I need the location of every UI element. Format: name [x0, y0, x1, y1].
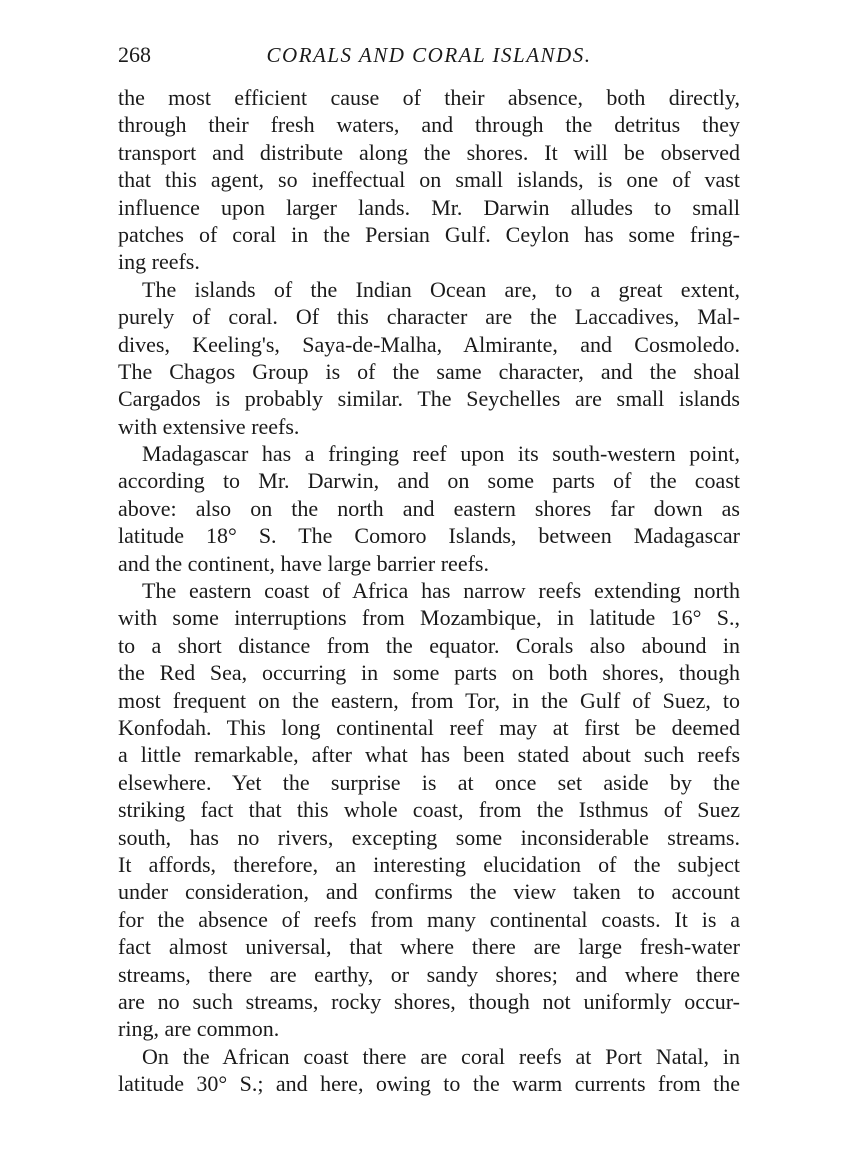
text-line: are no such streams, rocky shores, though not uniformly occur-	[118, 988, 740, 1014]
text-line: Konfodah. This long continental reef may at first be deemed	[118, 714, 740, 740]
text-line: through their fresh waters, and through the detritus they	[118, 112, 740, 138]
text-line: transport and distribute along the shores. It will be observed	[118, 139, 740, 165]
text-line: The Chagos Group is of the same character, and the shoal	[118, 358, 740, 384]
text-line: Madagascar has a fringing reef upon its south-western point,	[142, 441, 740, 467]
text-line: fact almost universal, that where there are large fresh-water	[118, 934, 740, 960]
text-line: south, has no rivers, excepting some inconsiderable streams.	[118, 824, 740, 850]
text-line: elsewhere. Yet the surprise is at once set aside by the	[118, 769, 740, 795]
text-line: according to Mr. Darwin, and on some parts of the coast	[118, 468, 740, 494]
text-line: to a short distance from the equator. Corals also abound in	[118, 632, 740, 658]
text-line: latitude 18° S. The Comoro Islands, between Madagascar	[118, 523, 740, 549]
text-line: ing reefs.	[118, 249, 200, 275]
text-line: influence upon larger lands. Mr. Darwin alludes to small	[118, 194, 740, 220]
text-line: It affords, therefore, an interesting elucidation of the subject	[118, 851, 740, 877]
text-line: and the continent, have large barrier reefs.	[118, 550, 489, 576]
text-line: The eastern coast of Africa has narrow reefs extending north	[142, 578, 740, 604]
text-line: latitude 30° S.; and here, owing to the warm currents from the	[118, 1071, 740, 1097]
text-line: with some interruptions from Mozambique, in latitude 16° S.,	[118, 605, 740, 631]
text-line: patches of coral in the Persian Gulf. Ceylon has some fring-	[118, 221, 740, 247]
text-line: ring, are common.	[118, 1016, 280, 1042]
text-line: The islands of the Indian Ocean are, to a great extent,	[142, 276, 740, 302]
body-text	[118, 84, 740, 1097]
text-line: the most efficient cause of their absence, both directly,	[118, 85, 740, 110]
text-line: most frequent on the eastern, from Tor, in the Gulf of Suez, to	[118, 687, 740, 713]
text-line: for the absence of reefs from many continental coasts. It is a	[118, 906, 740, 932]
text-line: under consideration, and confirms the view taken to account	[118, 879, 740, 905]
text-line: the Red Sea, occurring in some parts on both shores, though	[118, 660, 740, 686]
page-header	[118, 40, 740, 74]
text-line: with extensive reefs.	[118, 413, 300, 439]
text-line: Cargados is probably similar. The Seychelles are small islands	[118, 386, 740, 412]
text-line: dives, Keeling's, Saya-de-Malha, Almirante, and Cosmoledo.	[118, 331, 740, 357]
running-title: CORALS AND CORAL ISLANDS.	[266, 43, 592, 67]
text-line: a little remarkable, after what has been stated about such reefs	[118, 742, 740, 768]
text-line: On the African coast there are coral reefs at Port Natal, in	[142, 1043, 740, 1069]
text-line: streams, there are earthy, or sandy shores; and where there	[118, 961, 740, 987]
text-line: striking fact that this whole coast, from the Isthmus of Suez	[118, 797, 740, 823]
text-line: above: also on the north and eastern shores far down as	[118, 495, 740, 521]
page-number: 268	[118, 42, 151, 67]
text-line: purely of coral. Of this character are the Laccadives, Mal-	[118, 304, 740, 330]
text-line: that this agent, so ineffectual on small islands, is one of vast	[118, 167, 740, 193]
